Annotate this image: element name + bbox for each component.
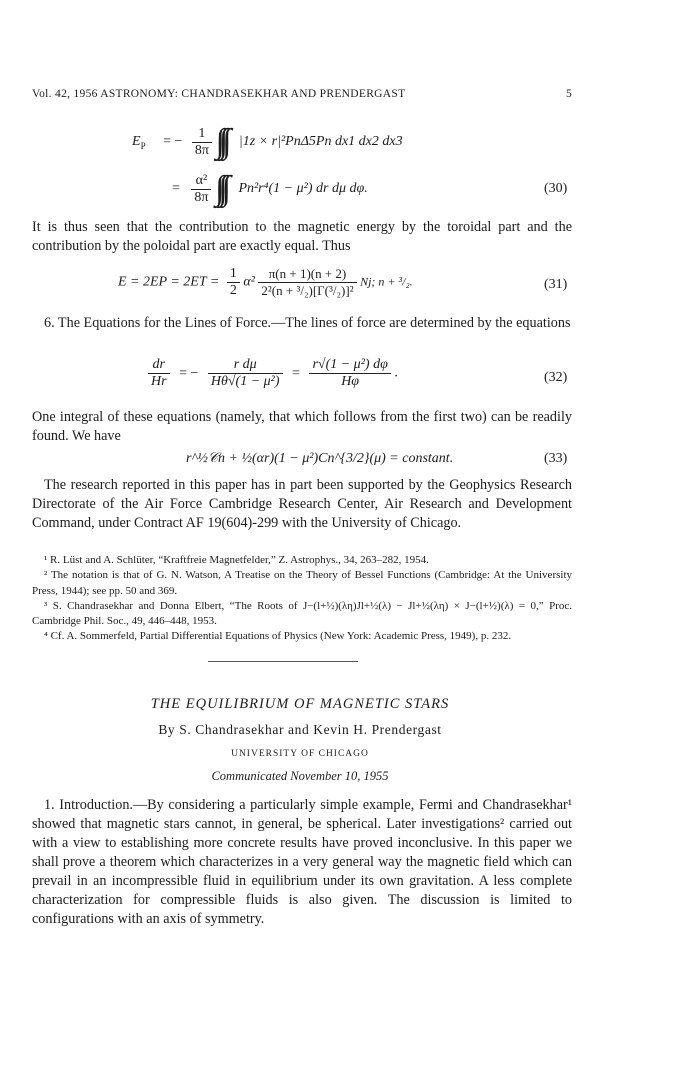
eq32-f1-num: dr	[148, 357, 170, 374]
ep2-fraction	[191, 173, 211, 206]
introduction-text: 1. Introduction.—By considering a particularly simple example, Fermi and Chandrasekhar¹ showed that magnetic stars cannot, in general, be spherical. Later investigations² carried out with a view to establishing more concrete results have proved inconclusive. In this paper we shall prove a theorem which characterizes in a very general way the magnetic field which can prevail in an incompressible fluid in equilibrium under its own gravitation. A less complete characterization for compressible fluids is also given. The discussion is limited to configurations with an axis of symmetry.	[32, 797, 572, 927]
paragraph-toroidal-poloidal	[32, 218, 572, 256]
ep-symbol: E	[132, 134, 141, 150]
eq31-half	[227, 266, 240, 299]
eq31-frac-num: π(n + 1)(n + 2)	[258, 266, 356, 283]
eq32-f2-num: r dμ	[208, 357, 283, 374]
eq32-f1-den: Hr	[151, 374, 167, 389]
eq32-frac3	[309, 357, 390, 390]
eq32-f2-den: Hθ√(1 − μ²)	[210, 374, 280, 389]
article-separator	[208, 661, 358, 662]
equation-number-31: (31)	[544, 277, 568, 292]
footnote-4: ⁴ Cf. A. Sommerfeld, Partial Differential Equations of Physics (New York: Academic Press, 1949), p. 232.	[44, 630, 512, 643]
eq31-half-num: 1	[227, 266, 240, 283]
ep2-frac-num: α²	[191, 173, 211, 190]
eq32-equals1: = −	[179, 365, 199, 381]
ep-fraction	[192, 126, 212, 159]
equation-number-30: (30)	[544, 181, 568, 196]
equation-ep-line1	[132, 123, 403, 161]
paragraph-acknowledgment	[32, 476, 572, 533]
ep-equals: = −	[163, 134, 183, 150]
eq32-dot: .	[394, 365, 398, 381]
introduction-paragraph	[32, 796, 572, 929]
eq31-half-den: 2	[229, 283, 237, 298]
eq33-body: r^½𝒞n + ½(αr)(1 − μ²)Cn^{3/2}(μ) = constant.	[186, 451, 454, 466]
communicated-date: Communicated November 10, 1955	[211, 769, 389, 783]
article-title: THE EQUILIBRIUM OF MAGNETIC STARS	[150, 696, 450, 712]
article-affiliation: UNIVERSITY OF CHICAGO	[231, 749, 369, 759]
ep2-integrand: Pn²r⁴(1 − μ²) dr dμ dφ.	[238, 181, 368, 197]
footnote-2: ² The notation is that of G. N. Watson, A Treatise on the Theory of Bessel Functions (Cambridge: At the University Press, 1944); see pp. 50 and 369.	[32, 569, 572, 597]
paragraph-text: It is thus seen that the contribution to the magnetic energy by the toroidal part and the contribution by the poloidal part are exactly equal. Thus	[32, 219, 572, 254]
equation-number-33: (33)	[544, 451, 568, 466]
footnote-1: ¹ R. Lüst and A. Schlüter, “Kraftfreie Magnetfelder,” Z. Astrophys., 34, 263–282, 1954.	[44, 554, 429, 566]
ep-frac-den: 8π	[194, 142, 209, 158]
triple-integral-sign: ∫∫∫	[214, 170, 225, 207]
equation-31	[118, 266, 413, 299]
eq32-f3-num: r√(1 − μ²) dφ	[309, 357, 390, 374]
eq31-lhs: E = 2EP = 2ET =	[118, 274, 220, 290]
ep2-frac-den: 8π	[194, 189, 209, 205]
ep-frac-num: 1	[192, 126, 212, 143]
eq32-equals2: =	[292, 365, 300, 381]
section-6-text: 6. The Equations for the Lines of Force.—The lines of force are determined by the equations	[44, 315, 571, 331]
eq31-fraction	[258, 266, 356, 299]
footnote-3: ³ S. Chandrasekhar and Donna Elbert, “The Roots of J−(l+½)(λη)Jl+½(λ) − Jl+½(λη) × J−(l+½)(λ) = 0,” Proc. Cambridge Phil. Soc., 49, 446–448, 1953.	[32, 599, 572, 628]
eq32-frac2	[208, 357, 283, 390]
ep-subscript: P	[140, 141, 146, 152]
equation-number-32: (32)	[544, 370, 568, 385]
triple-integral-sign: ∫∫∫	[215, 123, 226, 160]
ep2-equals: =	[172, 181, 180, 197]
equation-33	[186, 451, 453, 467]
article-byline: By S. Chandrasekhar and Kevin H. Prendergast	[158, 722, 442, 737]
eq31-frac-den: 2²(n + ³/₂)[Γ(³/₂)]²	[261, 283, 354, 298]
eq31-alpha: α²	[243, 274, 255, 290]
paragraph-integral-text: One integral of these equations (namely, that which follows from the first two) can be readily found. We have	[32, 409, 572, 444]
paragraph-integral	[32, 408, 572, 446]
equation-ep-line2	[172, 170, 368, 208]
acknowledgment-text: The research reported in this paper has in part been supported by the Geophysics Research Directorate of the Air Force Cambridge Research Center, Air Research and Development Command, under Contract AF 19(604)-299 with the University of Chicago.	[32, 477, 572, 531]
eq31-tail: Nj; n + ³/₂.	[360, 274, 413, 289]
section-6-intro	[32, 314, 572, 333]
equation-32	[148, 357, 398, 390]
eq32-f3-den: Hφ	[341, 374, 360, 389]
eq32-frac1	[148, 357, 170, 390]
ep-integrand: |1z × r|²PnΔ5Pn dx1 dx2 dx3	[238, 134, 403, 150]
page-number: 5	[565, 88, 572, 100]
footnotes	[32, 553, 572, 645]
header-title: Vol. 42, 1956 ASTRONOMY: CHANDRASEKHAR AND PRENDERGAST	[32, 88, 406, 100]
